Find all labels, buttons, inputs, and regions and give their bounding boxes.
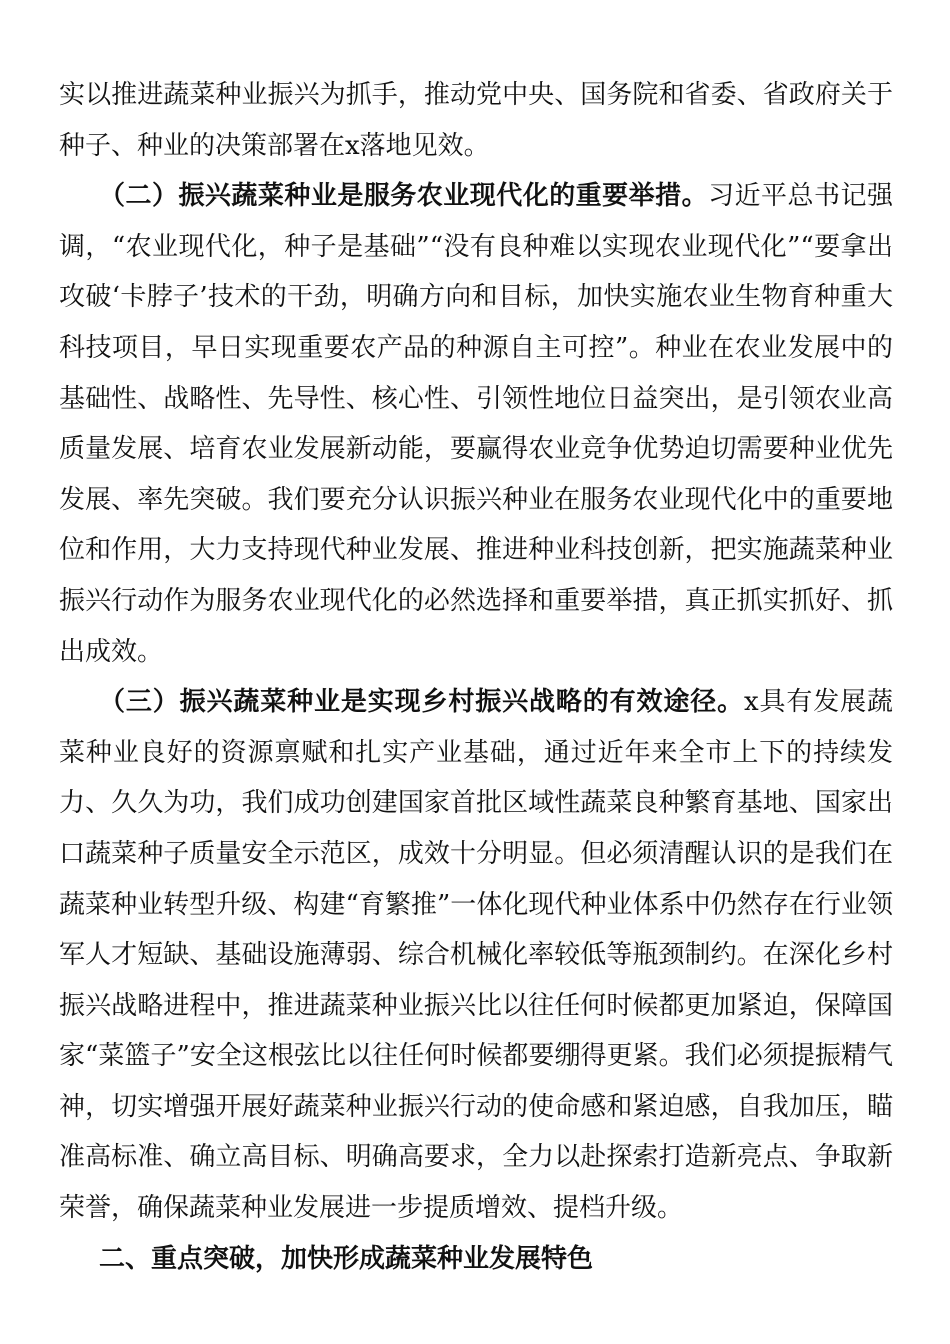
paragraph-text: 实以推进蔬菜种业振兴为抓手，推动党中央、国务院和省委、省政府关于种子、种业的决策部署在x落地见效。 xyxy=(59,80,893,161)
paragraph-continuation xyxy=(59,70,893,171)
document-body xyxy=(59,70,893,1284)
chapter-heading: 二、重点突破，加快形成蔬菜种业发展特色 xyxy=(99,1243,594,1274)
paragraph-section-three xyxy=(59,677,893,1234)
paragraph-section-two xyxy=(59,171,893,677)
section-two-lead: （二）振兴蔬菜种业是服务农业现代化的重要举措。 xyxy=(99,181,709,212)
paragraph-text: x具有发展蔬菜种业良好的资源禀赋和扎实产业基础，通过近年来全市上下的持续发力、久久为功，我们成功创建国家首批区域性蔬菜良种繁育基地、国家出口蔬菜种子质量安全示范区，成效十分明显。但必须清醒认识的是我们在蔬菜种业转型升级、构建“育繁推”一体化现代种业体系中仍然存在行业领军人才短缺、基础设施薄弱、综合机械化率较低等瓶颈制约。在深化乡村振兴战略进程中，推进蔬菜种业振兴比以往任何时候都更加紧迫，保障国家“菜篮子”安全这根弦比以往任何时候都要绷得更紧。我们必须提振精气神，切实增强开展好蔬菜种业振兴行动的使命感和紧迫感，自我加压，瞄准高标准、确立高目标、明确高要求，全力以赴探索打造新亮点、争取新荣誉，确保蔬菜种业发展进一步提质增效、提档升级。 xyxy=(59,687,893,1224)
paragraph-text: 习近平总书记强调，“农业现代化，种子是基础”“没有良种难以实现农业现代化”“要拿出攻破‘卡脖子’技术的干劲，明确方向和目标，加快实施农业生物育种重大科技项目，早日实现重要农产品的种源自主可控”。种业在农业发展中的基础性、战略性、先导性、核心性、引领性地位日益突出，是引领农业高质量发展、培育农业发展新动能，要赢得农业竞争优势迫切需要种业优先发展、率先突破。我们要充分认识振兴种业在服务农业现代化中的重要地位和作用，大力支持现代种业发展、推进种业科技创新，把实施蔬菜种业振兴行动作为服务农业现代化的必然选择和重要举措，真正抓实抓好、抓出成效。 xyxy=(59,181,893,667)
section-three-lead: （三）振兴蔬菜种业是实现乡村振兴战略的有效途径。 xyxy=(99,687,744,718)
